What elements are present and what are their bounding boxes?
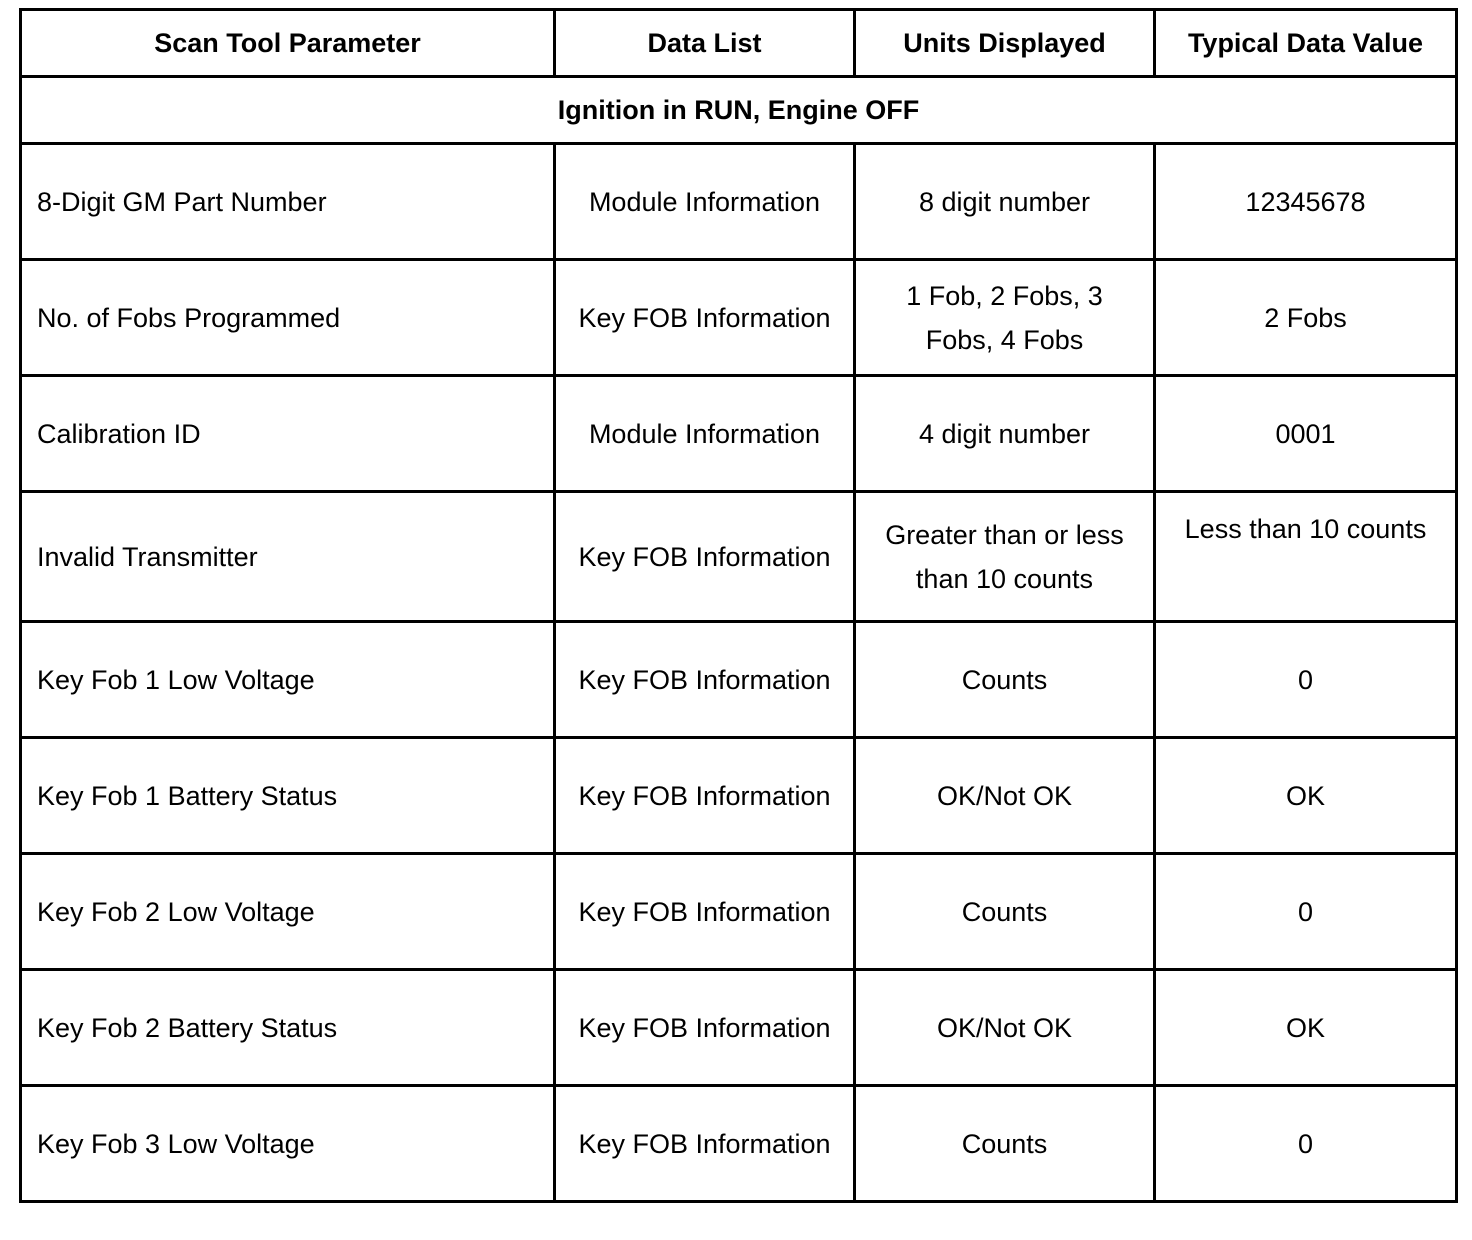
cell-parameter: Key Fob 3 Low Voltage: [21, 1086, 555, 1202]
table-row: [21, 738, 1457, 854]
cell-parameter: 8-Digit GM Part Number: [21, 144, 555, 260]
cell-units: Counts: [855, 622, 1155, 738]
cell-units: 4 digit number: [855, 376, 1155, 492]
cell-units: 8 digit number: [855, 144, 1155, 260]
table-row: [21, 376, 1457, 492]
cell-typical-value: 0001: [1155, 376, 1457, 492]
cell-parameter: Key Fob 2 Low Voltage: [21, 854, 555, 970]
cell-units: Greater than or less than 10 counts: [855, 492, 1155, 622]
table-row: [21, 622, 1457, 738]
cell-data-list: Key FOB Information: [555, 738, 855, 854]
cell-typical-value: 0: [1155, 854, 1457, 970]
cell-parameter: Key Fob 2 Battery Status: [21, 970, 555, 1086]
cell-parameter: Invalid Transmitter: [21, 492, 555, 622]
table-header-row: [21, 10, 1457, 77]
header-typical-data-value: Typical Data Value: [1155, 10, 1457, 77]
header-units-displayed: Units Displayed: [855, 10, 1155, 77]
section-title: Ignition in RUN, Engine OFF: [21, 77, 1457, 144]
cell-data-list: Module Information: [555, 376, 855, 492]
cell-typical-value: OK: [1155, 970, 1457, 1086]
cell-data-list: Key FOB Information: [555, 970, 855, 1086]
table-row: [21, 970, 1457, 1086]
cell-data-list: Key FOB Information: [555, 1086, 855, 1202]
cell-data-list: Key FOB Information: [555, 492, 855, 622]
cell-data-list: Key FOB Information: [555, 622, 855, 738]
cell-typical-value: 2 Fobs: [1155, 260, 1457, 376]
table-row: [21, 492, 1457, 622]
cell-typical-value: 12345678: [1155, 144, 1457, 260]
cell-data-list: Module Information: [555, 144, 855, 260]
cell-parameter: Key Fob 1 Battery Status: [21, 738, 555, 854]
cell-typical-value: 0: [1155, 1086, 1457, 1202]
cell-units: Counts: [855, 854, 1155, 970]
table-row: [21, 260, 1457, 376]
header-data-list: Data List: [555, 10, 855, 77]
cell-typical-value: OK: [1155, 738, 1457, 854]
cell-typical-value: 0: [1155, 622, 1457, 738]
cell-typical-value: Less than 10 counts: [1155, 492, 1457, 622]
cell-units: 1 Fob, 2 Fobs, 3 Fobs, 4 Fobs: [855, 260, 1155, 376]
cell-data-list: Key FOB Information: [555, 854, 855, 970]
table-row: [21, 1086, 1457, 1202]
header-scan-tool-parameter: Scan Tool Parameter: [21, 10, 555, 77]
cell-units: Counts: [855, 1086, 1155, 1202]
cell-parameter: Calibration ID: [21, 376, 555, 492]
cell-data-list: Key FOB Information: [555, 260, 855, 376]
cell-units: OK/Not OK: [855, 738, 1155, 854]
section-row: [21, 77, 1457, 144]
table-row: [21, 144, 1457, 260]
cell-parameter: No. of Fobs Programmed: [21, 260, 555, 376]
cell-units: OK/Not OK: [855, 970, 1155, 1086]
cell-parameter: Key Fob 1 Low Voltage: [21, 622, 555, 738]
table-row: [21, 854, 1457, 970]
scan-tool-data-table: [19, 8, 1458, 1203]
